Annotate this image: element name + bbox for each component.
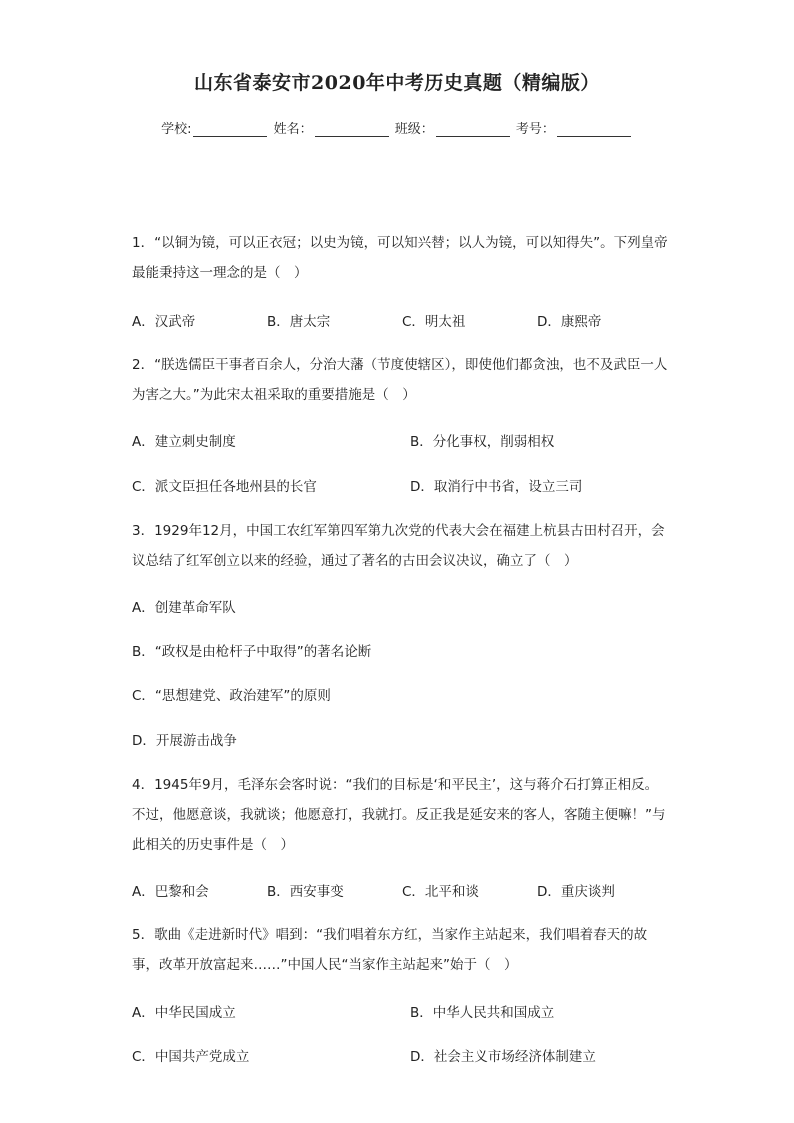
question-4-stem: 4．1945年9月，毛泽东会客时说：“我们的目标是‘和平民主’，这与蒋介石打算正相反。不过，他愿意谈，我就谈；他愿意打，我就打。反正我是延安来的客人，客随主便嘛！”与此相关的历史事件是（ ）: [132, 777, 666, 853]
student-info-line: [0, 118, 794, 137]
name-blank[interactable]: [315, 122, 389, 137]
question-1-option-a[interactable]: A．汉武帝: [132, 314, 196, 330]
question-4-option-b[interactable]: B．西安事变: [267, 884, 344, 900]
question-1-options: [132, 310, 672, 330]
exam-no-blank[interactable]: [557, 122, 631, 137]
question-5-stem: 5．歌曲《走进新时代》唱到：“我们唱着东方红，当家作主站起来，我们唱着春天的故事，改革开放富起来……”中国人民“当家作主站起来”始于（ ）: [132, 927, 648, 973]
question-3-option-a[interactable]: A．创建革命军队: [132, 600, 236, 616]
question-4-options: [132, 880, 672, 900]
question-4-option-c[interactable]: C．北平和谈: [402, 884, 479, 900]
question-5-option-c[interactable]: C．中国共产党成立: [132, 1049, 250, 1065]
school-label: 学校:: [161, 122, 192, 137]
school-blank[interactable]: [193, 122, 267, 137]
question-5-option-a[interactable]: A．中华民国成立: [132, 1005, 236, 1021]
page-title: 山东省泰安市2020年中考历史真题（精编版）: [194, 72, 600, 94]
question-2-option-d[interactable]: D．取消行中书省，设立三司: [410, 479, 583, 495]
class-label: 班级：: [394, 122, 434, 137]
question-1-option-d[interactable]: D．康熙帝: [537, 314, 602, 330]
question-2-option-b[interactable]: B．分化事权，削弱相权: [410, 434, 555, 450]
name-label: 姓名：: [273, 122, 313, 137]
question-1-stem: 1．“以铜为镜，可以正衣冠；以史为镜，可以知兴替；以人为镜，可以知得失”。下列皇帝最能秉持这一理念的是（ ）: [132, 235, 668, 281]
question-2-stem: 2．“朕选儒臣干事者百余人，分治大藩（节度使辖区），即使他们都贪浊，也不及武臣一人为害之大。”为此宋太祖采取的重要措施是（ ）: [132, 357, 668, 403]
question-1-option-c[interactable]: C．明太祖: [402, 314, 466, 330]
question-2-option-a[interactable]: A．建立刺史制度: [132, 434, 236, 450]
class-blank[interactable]: [436, 122, 510, 137]
question-4-option-a[interactable]: A．巴黎和会: [132, 884, 209, 900]
question-3-option-c[interactable]: C．“思想建党、政治建军”的原则: [132, 688, 331, 704]
question-3-option-b[interactable]: B．“政权是由枪杆子中取得”的著名论断: [132, 644, 372, 660]
question-5-option-b[interactable]: B．中华人民共和国成立: [410, 1005, 555, 1021]
question-5-option-d[interactable]: D．社会主义市场经济体制建立: [410, 1049, 596, 1065]
question-1-option-b[interactable]: B．唐太宗: [267, 314, 331, 330]
question-3-stem: 3．1929年12月，中国工农红军第四军第九次党的代表大会在福建上杭县古田村召开，会议总结了红军创立以来的经验，通过了著名的古田会议决议，确立了（ ）: [132, 523, 665, 569]
question-4-option-d[interactable]: D．重庆谈判: [537, 884, 615, 900]
exam-no-label: 考号：: [515, 122, 555, 137]
question-3-option-d[interactable]: D．开展游击战争: [132, 733, 237, 749]
question-2-option-c[interactable]: C．派文臣担任各地州县的长官: [132, 479, 317, 495]
